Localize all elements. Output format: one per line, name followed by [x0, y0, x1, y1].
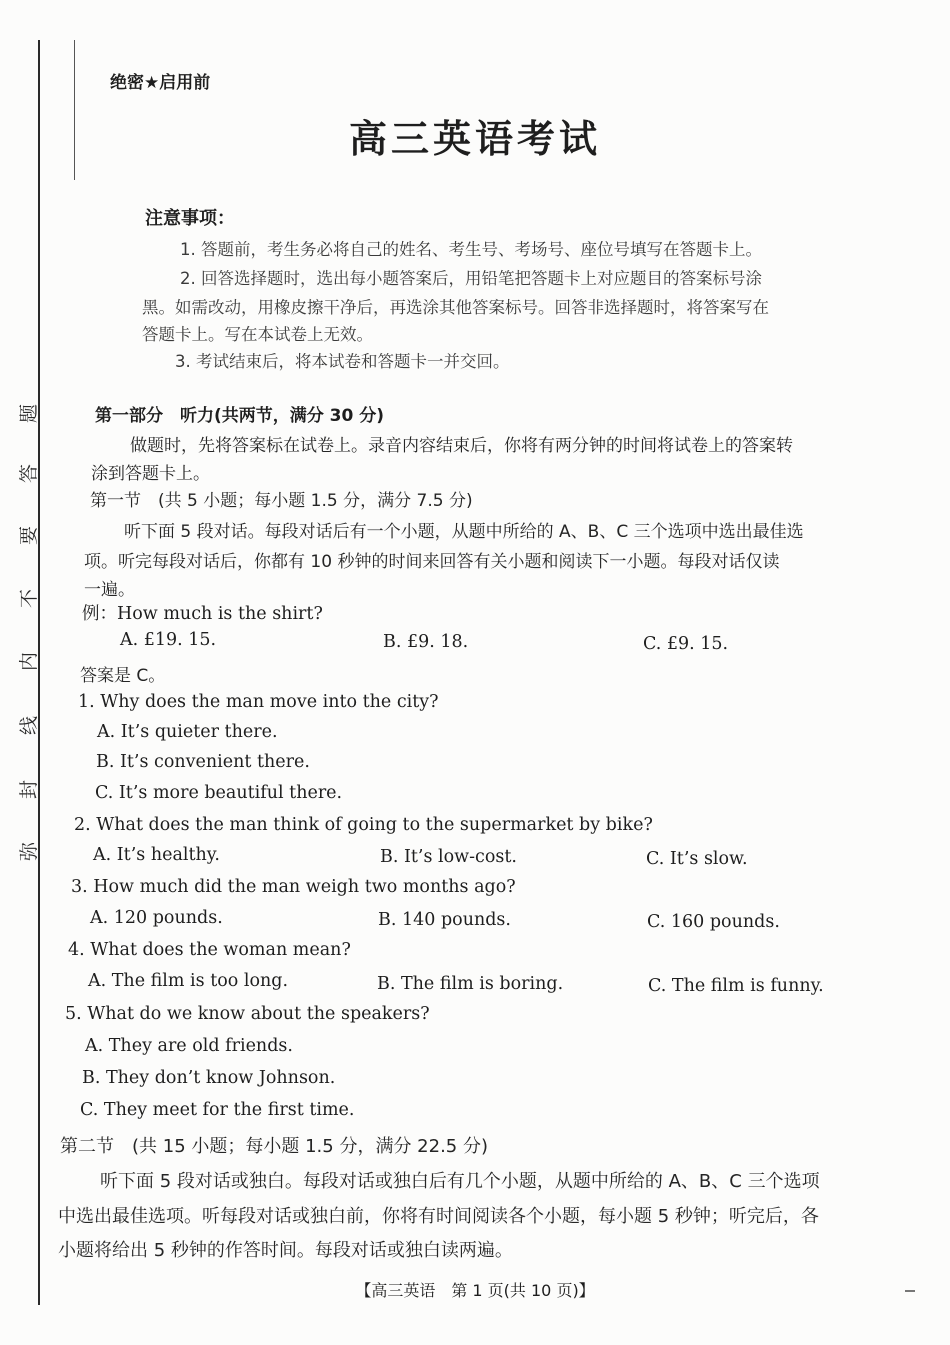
question-option: A. It’s quieter there. — [97, 722, 278, 742]
question-option: C. They meet for the first time. — [80, 1100, 355, 1120]
part1-intro-line: 涂到答题卡上。 — [91, 464, 210, 484]
footer-dash — [905, 1290, 915, 1292]
section2-heading: 第二节 (共 15 小题；每小题 1.5 分，满分 22.5 分) — [60, 1136, 488, 1157]
question-option: B. It’s low-cost. — [380, 847, 517, 867]
question-option: C. 160 pounds. — [647, 912, 780, 932]
question-option: B. They don’t know Johnson. — [82, 1068, 336, 1088]
section1-intro-line: 听下面 5 段对话。每段对话后有一个小题，从题中所给的 A、B、C 三个选项中选出最佳选 — [124, 522, 804, 542]
section1-intro-line: 项。听完每段对话后，你都有 10 秒钟的时间来回答有关小题和阅读下一小题。每段对话仅读 — [84, 552, 780, 572]
example-option: B. £9. 18. — [383, 632, 469, 652]
question-option: B. The film is boring. — [377, 974, 564, 994]
question-option: A. The film is too long. — [88, 971, 289, 991]
seal-char: 封 — [18, 779, 41, 800]
question-option: B. It’s convenient there. — [96, 752, 310, 772]
seal-char: 弥 — [18, 841, 41, 862]
question-option: B. 140 pounds. — [378, 910, 511, 930]
seal-char: 内 — [18, 651, 41, 672]
section2-intro-line: 小题将给出 5 秒钟的作答时间。每段对话或独白读两遍。 — [58, 1240, 513, 1261]
seal-char: 不 — [18, 588, 41, 609]
seal-char: 答 — [18, 463, 41, 484]
question-option: A. It’s healthy. — [93, 845, 220, 865]
notice-line: 答题卡上。写在本试卷上无效。 — [142, 325, 373, 344]
example-option: A. £19. 15. — [120, 630, 217, 650]
part1-heading: 第一部分 听力(共两节，满分 30 分) — [95, 406, 385, 426]
question-option: C. The film is funny. — [648, 976, 824, 996]
confidential-mark: 绝密★启用前 — [110, 73, 211, 93]
page-footer: 【高三英语 第 1 页(共 10 页)】 — [355, 1281, 595, 1300]
question-option: C. It’s slow. — [646, 849, 748, 869]
example-answer: 答案是 C。 — [80, 666, 166, 686]
section2-intro-line: 听下面 5 段对话或独白。每段对话或独白后有几个小题，从题中所给的 A、B、C 三个选项 — [100, 1171, 820, 1192]
part1-intro-line: 做题时，先将答案标在试卷上。录音内容结束后，你将有两分钟的时间将试卷上的答案转 — [130, 436, 793, 456]
example-question: 例：How much is the shirt? — [82, 604, 323, 624]
notice-line: 黑。如需改动，用橡皮擦干净后，再选涂其他答案标号。回答非选择题时，将答案写在 — [142, 298, 769, 317]
question-option: A. They are old friends. — [85, 1036, 293, 1056]
section1-heading: 第一节 (共 5 小题；每小题 1.5 分，满分 7.5 分) — [90, 491, 473, 511]
seal-char: 题 — [18, 403, 41, 424]
example-option: C. £9. 15. — [643, 634, 729, 654]
section1-intro-line: 一遍。 — [84, 580, 135, 600]
seal-char: 要 — [18, 525, 41, 546]
binding-line — [38, 40, 40, 1305]
seal-char: 线 — [18, 715, 41, 736]
question-option: A. 120 pounds. — [90, 908, 223, 928]
question-stem: 2. What does the man think of going to the supermarket by bike? — [74, 815, 653, 835]
question-stem: 4. What does the woman mean? — [68, 940, 351, 960]
question-stem: 1. Why does the man move into the city? — [78, 692, 439, 712]
question-stem: 5. What do we know about the speakers? — [65, 1004, 430, 1024]
notice-line: 2. 回答选择题时，选出每小题答案后，用铅笔把答题卡上对应题目的答案标号涂 — [180, 269, 762, 288]
notice-line: 3. 考试结束后，将本试卷和答题卡一并交回。 — [175, 352, 510, 371]
question-stem: 3. How much did the man weigh two months ago? — [71, 877, 516, 897]
question-option: C. It’s more beautiful there. — [95, 783, 343, 803]
page-title: 高三英语考试 — [348, 117, 601, 161]
notice-line: 1. 答题前，考生务必将自己的姓名、考生号、考场号、座位号填写在答题卡上。 — [180, 240, 762, 259]
notice-heading: 注意事项： — [145, 208, 235, 229]
section2-intro-line: 中选出最佳选项。听每段对话或独白前，你将有时间阅读各个小题，每小题 5 秒钟；听完后，各 — [58, 1206, 819, 1227]
